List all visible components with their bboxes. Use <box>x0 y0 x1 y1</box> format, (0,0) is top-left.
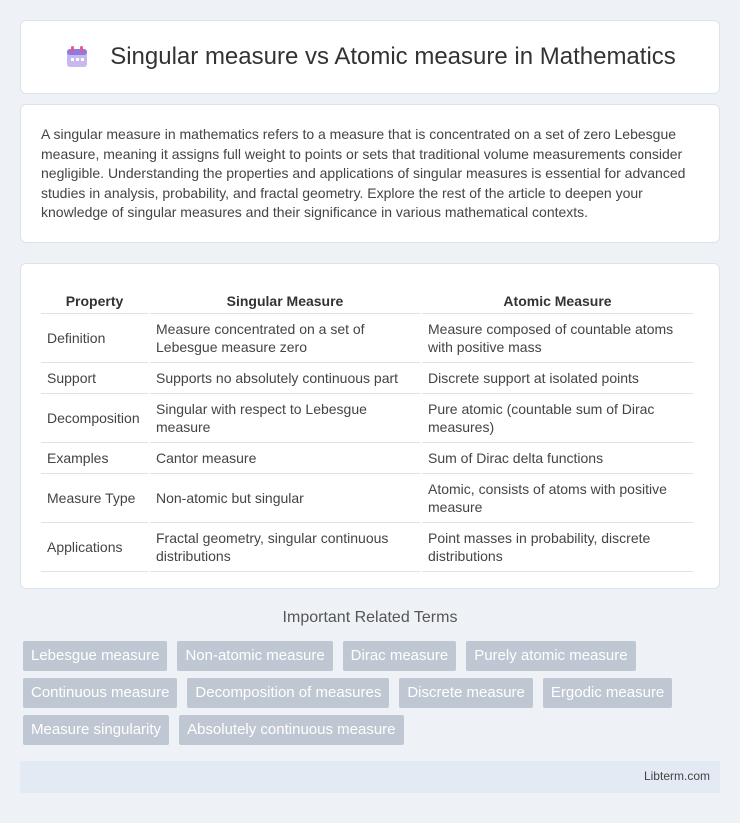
table-row <box>41 474 693 523</box>
table-cell: Cantor measure <box>150 443 420 474</box>
related-term-tag[interactable]: Continuous measure <box>23 678 177 708</box>
table-cell: Sum of Dirac delta functions <box>422 443 693 474</box>
table-cell: Measure Type <box>41 474 148 523</box>
table-row <box>41 523 693 572</box>
related-term-tag[interactable]: Discrete measure <box>399 678 533 708</box>
table-cell: Non-atomic but singular <box>150 474 420 523</box>
table-row <box>41 394 693 443</box>
intro-text: A singular measure in mathematics refers to a measure that is concentrated on a set of zero Lebesgue measure, meaning it assigns full weight to points or sets that traditional volume measurements consider negligible. Understanding the properties and applications of singular measures is essential for advanced studies in analysis, probability, and fractal geometry. Explore the rest of the article to deepen your knowledge of singular measures and their significance in various mathematical contexts. <box>41 126 686 220</box>
comparison-table <box>39 284 695 572</box>
related-term-tag[interactable]: Lebesgue measure <box>23 641 167 671</box>
table-row <box>41 363 693 394</box>
table-cell: Fractal geometry, singular continuous distributions <box>150 523 420 572</box>
related-terms-title: Important Related Terms <box>282 609 458 626</box>
related-terms-list <box>20 641 720 752</box>
table-cell: Applications <box>41 523 148 572</box>
footer-site-link[interactable]: Libterm.com <box>643 769 710 783</box>
related-term-tag[interactable]: Measure singularity <box>23 715 169 745</box>
table-row <box>41 443 693 474</box>
related-term-tag[interactable]: Ergodic measure <box>543 678 672 708</box>
table-header-row <box>41 284 693 314</box>
table-cell: Examples <box>41 443 148 474</box>
table-cell: Point masses in probability, discrete distributions <box>422 523 693 572</box>
page-title: Singular measure vs Atomic measure in Mathematics <box>110 43 676 70</box>
table-cell: Definition <box>41 314 148 363</box>
table-cell: Pure atomic (countable sum of Dirac measures) <box>422 394 693 443</box>
related-term-tag[interactable]: Non-atomic measure <box>177 641 332 671</box>
column-header-property: Property <box>41 284 148 314</box>
table-cell: Measure concentrated on a set of Lebesgue measure zero <box>150 314 420 363</box>
related-term-tag[interactable]: Dirac measure <box>343 641 457 671</box>
calendar-icon <box>64 44 90 70</box>
table-cell: Supports no absolutely continuous part <box>150 363 420 394</box>
footer <box>20 761 720 793</box>
related-term-tag[interactable]: Absolutely continuous measure <box>179 715 403 745</box>
table-cell: Decomposition <box>41 394 148 443</box>
intro-card <box>20 104 720 243</box>
comparison-table-card <box>20 263 720 589</box>
table-cell: Support <box>41 363 148 394</box>
table-row <box>41 314 693 363</box>
related-term-tag[interactable]: Purely atomic measure <box>466 641 635 671</box>
table-cell: Atomic, consists of atoms with positive measure <box>422 474 693 523</box>
table-cell: Discrete support at isolated points <box>422 363 693 394</box>
column-header-singular: Singular Measure <box>150 284 420 314</box>
header-card <box>20 20 720 94</box>
column-header-atomic: Atomic Measure <box>422 284 693 314</box>
table-cell: Singular with respect to Lebesgue measure <box>150 394 420 443</box>
table-cell: Measure composed of countable atoms with positive mass <box>422 314 693 363</box>
related-term-tag[interactable]: Decomposition of measures <box>187 678 389 708</box>
